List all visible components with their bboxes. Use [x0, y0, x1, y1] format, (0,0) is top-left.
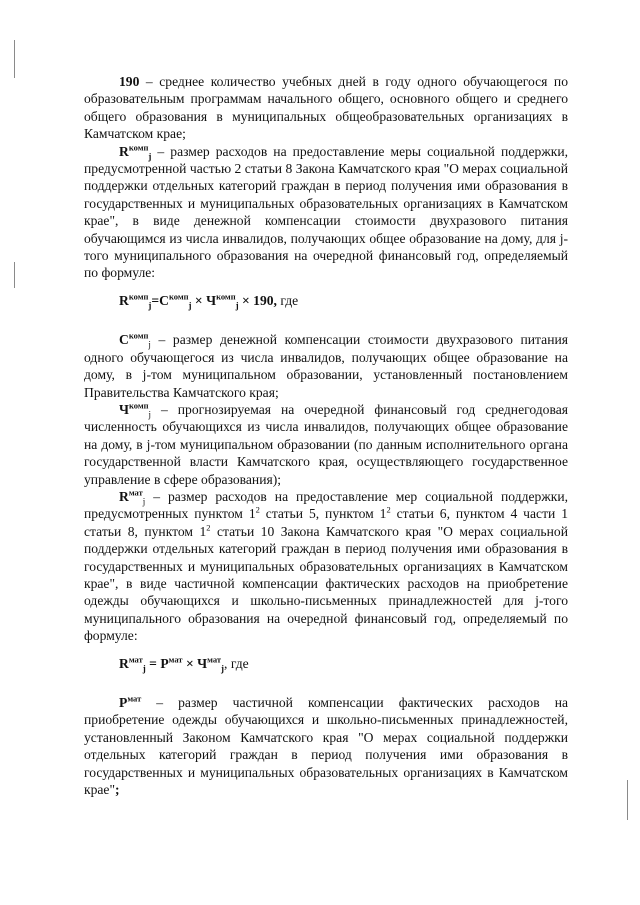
days-number: 190	[119, 74, 140, 89]
paragraph-ch-komp-text: – прогнозируемая на очередной финансовый год среднегодовая численность обучающихся из числа инвалидов, получающих общее образование на дому, в j-том муниципальном образовании (по данным исполнительного органа государственной власти Камчатского края, осуществляющего государственное управление в сфере образования);	[84, 401, 568, 487]
paragraph-days-text: – среднее количество учебных дней в году одного обучающегося по образовательным программам начального общего, основного общего и среднего общего образования в муниципальных общеобразовательных организациях в Камчатском крае;	[84, 74, 568, 142]
paragraph-r-komp	[84, 143, 568, 282]
scan-edge-mark-top	[14, 40, 15, 78]
paragraph-p-mat-text: – размер частичной компенсации фактических расходов на приобретение одежды обучающихся и школьно-письменных принадлежностей, установленный Законом Камчатского края "О мерах социальной поддержки отдельных категорий граждан в период получения ими образования в государственных и муниципальных образовательных организациях в Камчатском крае"	[84, 695, 568, 798]
scan-edge-mark-mid	[14, 262, 15, 288]
paragraph-p-mat: $P^{мат}$ – размер частичной компенсации фактических расходов на приобретение одежды обучающихся и школьно-письменных принадлежностей, установленный Законом Камчатского края "О мерах социальной поддержки отдельных категорий граждан в период получения ими образования в государственных и муниципальных образовательных организациях в Камчатском крае";	[84, 693, 568, 798]
paragraph-c-komp-text: – размер денежной компенсации стоимости двухразового питания одного обучающегося из числа инвалидов, получающих общее образование на дому, в j-том муниципальном образовании, установленный постановлением Правительства Камчатского края;	[84, 332, 568, 400]
paragraph-days	[84, 73, 568, 143]
c-komp-symbol: $C^{комп}$	[119, 330, 149, 348]
ch-komp-symbol: $Ч^{комп}$	[119, 400, 149, 417]
formula-r-komp: $R^{комп}_j=C^{комп}_j \times Ч^{комп}_j \times 190$, где	[119, 291, 299, 311]
document-body	[84, 73, 568, 798]
r-komp-symbol: $R^{комп}_j$	[119, 142, 152, 162]
paragraph-r-mat: $R^{мат}_j$ – размер расходов на предоставление мер социальной поддержки, предусмотренных пунктом $1^2$ статьи 5, пунктом $1^2$ статьи 6, пунктом 4 части 1 статьи 8, пунктом $1^2$ статьи 10 Закона Камчатского края "О мерах социальной поддержки отдельных категорий граждан в период получения ими образования в государственных и муниципальных образовательных организациях в Камчатском крае", в виде частичной компенсации фактических расходов на приобретение одежды обучающихся и школьно-письменных принадлежностей для j-того муниципального образования на очередной финансовый год, определяемый по формуле:	[84, 487, 569, 644]
p-mat-symbol: $P^{мат}$	[119, 693, 142, 710]
paragraph-c-komp: $C^{комп}_j$ – размер денежной компенсации стоимости двухразового питания одного обучающегося из числа инвалидов, получающих общее образование на дому, в j-том муниципальном образовании, установленный постановлением Правительства Камчатского края;	[84, 330, 568, 400]
formula-r-mat: $R^{мат}_j = P^{мат} \times Ч^{мат}_j$, где	[119, 654, 249, 674]
scan-edge-mark-right	[627, 780, 628, 820]
r-mat-symbol: $R^{мат}$	[119, 487, 143, 504]
paragraph-ch-komp: $Ч^{комп}_j$ – прогнозируемая на очередной финансовый год среднегодовая численность обучающихся из числа инвалидов, получающих общее образование на дому, в j-том муниципальном образовании (по данным исполнительного органа государственной власти Камчатского края, осуществляющего государственное управление в сфере образования);	[84, 400, 568, 487]
paragraph-r-komp-text: – размер расходов на предоставление меры социальной поддержки, предусмотренной частью 2 статьи 8 Закона Камчатского края "О мерах социальной поддержки отдельных категорий граждан в период получения ими образования в государственных и муниципальных образовательных организациях в Камчатском крае", в виде денежной компенсации стоимости двухразового питания обучающимся из числа инвалидов, получающих общее образование на дому, для j-того муниципального образования на очередной финансовый год, определяемый по формуле:	[84, 143, 568, 281]
